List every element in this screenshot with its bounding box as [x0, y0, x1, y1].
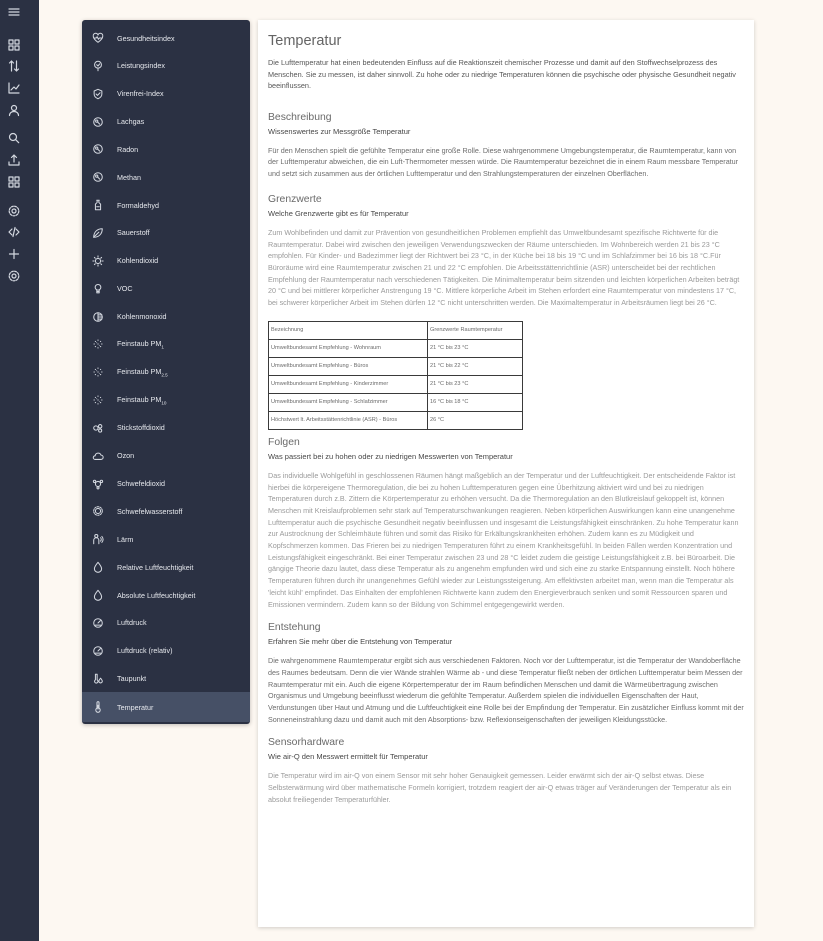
settings-icon[interactable]: [7, 204, 21, 218]
menu-item-label: [117, 563, 193, 572]
menu-item-text: Absolute Luftfeuchtigkeit: [117, 590, 196, 600]
menu-item-label: [117, 618, 147, 627]
menu-item-subscript: 1: [161, 344, 164, 350]
section-body-grenzwerte: Zum Wohlbefinden und damit zur Prävention von gesundheitlichen Problemen empfiehlt das Umweltbundesamt spezifische Richtwerte für die Raumtemperatur. Dabei wird zwischen den jeweiligen Verwendungszwecken der Räume unterschieden. Im Wohnbereich werden 21 bis 23 °C empfohlen. Für Kinder- und Badezimmer liegt der Richtwert bei 23 °C, in der Küche bei 18 bis 19 °C und im Schlafzimmer bei 16 bis 18 °C.Für Büroräume wird eine Raumtemperatur zwischen 21 und 22 °C empfohlen. Die Arbeitsstättenrichtlinie (ASR) unterscheidet bei der rechtlichen Empfehlung der Raumtemperatur nach verschiedenen Tätigkeiten. Die Minimaltemperatur beim sitzenden und leichten körperlichen Arbeiten beträgt 20 °C und bei mittlerer körperlicher Anstrengung 19 °C. Mittlere körperliche Arbeit im Stehen erfordert eine Raumtemperatur von mindestens 17 °C, bei schwerer körperlicher Arbeit im Stehen dürfen 12 °C nicht unterschritten werden. Die Maximaltemperatur in Arbeitsräumen liegt bei 26 °C.: [268, 227, 740, 308]
menu-item-radon[interactable]: [82, 135, 250, 163]
limits-table: [268, 321, 523, 430]
droplet-icon: [92, 589, 104, 601]
menu-item-text: Sauerstoff: [117, 228, 150, 238]
menu-item-text: Formaldehyd: [117, 200, 159, 210]
menu-item-voc[interactable]: [82, 275, 250, 303]
menu-item-relative-luftfeuchtigkeit[interactable]: [82, 553, 250, 581]
menu-item-subscript: 10: [161, 400, 167, 406]
menu-item-text: Ozon: [117, 451, 135, 461]
table-row: [269, 357, 523, 375]
menu-item-label: [117, 312, 167, 321]
table-cell: Umweltbundesamt Empfehlung - Schlafzimmer: [269, 393, 428, 411]
menu-item-label: [117, 201, 159, 210]
gear-icon[interactable]: [7, 269, 21, 283]
menu-item-schwefelwasserstoff[interactable]: [82, 497, 250, 525]
bulb-icon: [92, 283, 104, 295]
section-subheading-entstehung: Erfahren Sie mehr über die Entstehung von Temperatur: [268, 637, 453, 647]
menu-item-gesundheitsindex[interactable]: [82, 24, 250, 52]
menu-item-schwefeldioxid[interactable]: [82, 470, 250, 498]
code-icon[interactable]: [7, 225, 21, 239]
table-row: [269, 411, 523, 429]
menu-item-label: [117, 173, 141, 182]
menu-item-text: Gesundheitsindex: [117, 33, 175, 43]
menu-item-text: Schwefelwasserstoff: [117, 506, 183, 516]
section-subheading-folgen: Was passiert bei zu hohen oder zu niedrigen Messwerten von Temperatur: [268, 451, 513, 461]
section-body-entstehung: Die wahrgenommene Raumtemperatur ergibt sich aus verschiedenen Faktoren. Noch vor der Lufttemperatur, ist die Temperatur der Wandoberfläche des Raumes bedeutsam. Denn die vier Wände strahlen Wärme ab - und diese Temperatur fließt neben der örtlichen Lufttemperatur beim Messen der Raumtemperatur mit ein. Auch die eigene Körpertemperatur der im Raum befindlichen Menschen und damit die Wärmeübertragung zwischen Organismus und Umgebung beeinflusst wiederum die gefühlte Temperatur. Außerdem spielen die individuellen Eigenschaften der Haut, Verdunstungen über Haut und Atmung und die Luftfeuchtigkeit eine Rolle bei der Empfindung der Temperatur. Ein zusätzlicher Einfluss kommt mit der Sonneneinstrahlung dazu und damit auch mit den Absorptions- bzw. Reflexionseigenschaften der jeweiligen Kleidungsstücke.: [268, 656, 744, 724]
cloud-icon: [92, 450, 104, 462]
performance-icon: [92, 60, 104, 72]
menu-item-sauerstoff[interactable]: [82, 219, 250, 247]
menu-item-kohlendioxid[interactable]: [82, 247, 250, 275]
icon-rail: [0, 0, 39, 941]
menu-item-label: [117, 535, 133, 544]
menu-item-text: Radon: [117, 144, 139, 154]
menu-item-text: Methan: [117, 172, 141, 182]
dots-icon: [92, 394, 104, 406]
menu-item-label: [117, 117, 144, 126]
menu-item-label: [117, 34, 175, 43]
menu-item-text: Kohlenmonoxid: [117, 312, 167, 321]
menu-item-label: [117, 284, 133, 293]
dots-icon: [92, 366, 104, 378]
table-cell: Umweltbundesamt Empfehlung - Wohnraum: [269, 339, 428, 357]
menu-item-ozon[interactable]: [82, 442, 250, 470]
sulfur-icon: [92, 478, 104, 490]
table-cell: 16 °C bis 18 °C: [428, 393, 523, 411]
dots-icon: [92, 338, 104, 350]
half-circle-icon: [92, 311, 104, 323]
upload-icon[interactable]: [7, 153, 21, 167]
table-row: [269, 393, 523, 411]
table-row: [269, 339, 523, 357]
menu-item-taupunkt[interactable]: [82, 665, 250, 693]
search-icon[interactable]: [7, 131, 21, 145]
section-heading-beschreibung: Beschreibung: [268, 111, 332, 123]
menu-item-text: Luftdruck (relativ): [117, 646, 173, 656]
chart-icon[interactable]: [7, 81, 21, 95]
molecule-icon: [92, 143, 104, 155]
section-body-beschreibung: Für den Menschen spielt die gefühlte Temperatur eine große Rolle. Diese wahrgenommene Umgebungstemperatur, die Raumtemperatur, kann von der Lufttemperatur abweichen, die ein Luft-Thermometer messen würde. Die Raumtemperatur bezeichnet die in einem Raum messbare Temperatur und setzt sich zusammen aus der örtlichen Lufttemperatur und den Strahlungstemperaturen der einzelnen Oberflächen.: [268, 145, 739, 179]
menu-item-label: [117, 646, 173, 655]
menu-item-text: VOC: [117, 284, 133, 294]
menu-item-label: [117, 423, 165, 432]
menu-item-text: Luftdruck: [117, 618, 147, 628]
menu-item-text: Lachgas: [117, 117, 145, 127]
table-header-row: [269, 321, 523, 339]
dewpoint-icon: [92, 673, 104, 685]
menu-item-formaldehyd[interactable]: [82, 191, 250, 219]
section-subheading-beschreibung: Wissenswertes zur Messgröße Temperatur: [268, 126, 411, 136]
menu-item-feinstaub-pm-10[interactable]: [82, 386, 250, 414]
leaf-icon: [92, 227, 104, 239]
menu-item-stickstoffdioxid[interactable]: [82, 414, 250, 442]
section-heading-folgen: Folgen: [268, 436, 300, 448]
user-icon[interactable]: [7, 103, 21, 117]
gear-molecule-icon: [92, 505, 104, 517]
heart-pulse-icon: [92, 32, 104, 44]
menu-item-feinstaub-pm-25[interactable]: [82, 358, 250, 386]
menu-item-virenfrei-index[interactable]: [82, 80, 250, 108]
menu-item-absolute-luftfeuchtigkeit[interactable]: [82, 581, 250, 609]
menu-item-text: Kohlendioxid: [117, 256, 159, 266]
droplet-icon: [92, 561, 104, 573]
menu-item-text: Relative Luftfeuchtigkeit: [117, 562, 194, 572]
bottle-icon: [92, 199, 104, 211]
molecule-icon: [92, 171, 104, 183]
content-card: [258, 20, 754, 927]
add-icon[interactable]: [7, 247, 21, 261]
thermometer-icon: [92, 701, 104, 713]
menu-item-label: [117, 451, 134, 460]
nitrogen-icon: [92, 422, 104, 434]
menu-item-label: [117, 228, 150, 237]
table-row: [269, 375, 523, 393]
menu-item-label: [117, 674, 146, 683]
section-heading-sensorhardware: Sensorhardware: [268, 737, 345, 749]
menu-item-text: Virenfrei-Index: [117, 89, 164, 99]
menu-item-luftdruck[interactable]: [82, 609, 250, 637]
measurement-menu: [82, 20, 250, 724]
shield-check-icon: [92, 88, 104, 100]
molecule-icon: [92, 116, 104, 128]
table-cell: Umweltbundesamt Empfehlung - Kinderzimmer: [269, 375, 428, 393]
section-subheading-grenzwerte: Welche Grenzwerte gibt es für Temperatur: [268, 208, 409, 218]
menu-item-text: Stickstoffdioxid: [117, 423, 165, 433]
table-cell: 21 °C bis 23 °C: [428, 375, 523, 393]
menu-item-text: Feinstaub PM: [117, 339, 162, 349]
menu-item-text: Temperatur: [117, 702, 154, 712]
table-cell: Umweltbundesamt Empfehlung - Büros: [269, 357, 428, 375]
gauge-icon: [92, 645, 104, 657]
section-body-folgen: Das individuelle Wohlgefühl in geschlossenen Räumen hängt maßgeblich an der Temperatur und der Luftfeuchtigkeit. Der entscheidende Faktor ist hierbei die körpereigene Thermoregulation, die bei zu hohen Lufttemperaturen gegen eine Überhitzung aktiviert wird und bei zu niedrigen Temperaturen durch z.B. Zittern die Körpertemperatur zu erhöhen versucht. Da die Thermoregulation an den Blutkreislauf gekoppelt ist, können Menschen mit Kreislaufproblemen sehr stark auf Temperaturschwankungen reagieren. Neben körperlichen Auswirkungen kann eine unangenehme Lufttemperatur auch die psychische Gesundheit negativ beeinflussen und insgesamt die Leistungsfähigkeit einschränken. Zu hohe Temperatur kann zur Austrocknung der Schleimhäute führen und somit das Risiko für Erkältungskrankheiten erhöhen. Zudem kann es zu Müdigkeit und Kopfschmerzen kommen. Das Frieren bei zu niedrigen Temperaturen führt zu einem Krankheitsgefühl. In beiden Fällen werden Konzentration und Leistungsfähigkeit eingeschränkt. Bei einer Temperatur zwischen 23 und 28 °C leidet zudem die geistige Leistungsfähigkeit z.B. bei Büroarbeit. Die gängige Theorie dazu lautet, dass diese Temperatur als zu angenehm empfunden wird und sich eine zu starke Entspannung einstellt. Noch höhere Temperaturen führen durch ihr unangenehmes Gefühl wieder zur Leistungssteigerung. Am effektivsten arbeitet man, wenn man die Temperatur als 'leicht kühl' empfindet. Das Einhalten der empfohlenen Richtwerte kann zudem den Energieverbrauch senken und somit Ressourcen sparen und Emissionen vermindern. Zudem kann so der Bildung von Schimmel entgegengewirkt werden.: [268, 470, 739, 609]
page-title: Temperatur: [268, 33, 342, 49]
menu-item-text: Feinstaub PM: [117, 366, 162, 376]
gauge-icon: [92, 617, 104, 629]
table-cell: Höchstwert lt. Arbeitsstättenrichtlinie (ASR) - Büros: [269, 411, 428, 429]
menu-item-label: [117, 507, 182, 516]
section-subheading-sensorhardware: Wie air-Q den Messwert ermittelt für Temperatur: [268, 752, 428, 762]
menu-item-label: [117, 591, 195, 600]
sort-icon[interactable]: [7, 59, 21, 73]
intro-text: Die Lufttemperatur hat einen bedeutenden Einfluss auf die Reaktionszeit chemischer Prozesse und damit auf den Stoffwechselprozess des Menschen. Sie zu messen, ist daher sinnvoll. Zu hohe oder zu niedrige Temperaturen können die psychische oder physische Gesundheit negativ beeinflussen.: [268, 58, 736, 91]
menu-item-label: [117, 145, 138, 154]
menu-item-luftdruck-relativ[interactable]: [82, 637, 250, 665]
table-cell: 26 °C: [428, 411, 523, 429]
menu-item-methan[interactable]: [82, 163, 250, 191]
menu-item-label: [117, 89, 164, 98]
table-cell: 21 °C bis 23 °C: [428, 339, 523, 357]
menu-item-text: Schwefeldioxid: [117, 479, 165, 489]
section-heading-entstehung: Entstehung: [268, 622, 321, 634]
apps-icon[interactable]: [7, 175, 21, 189]
section-body-sensorhardware: Die Temperatur wird im air-Q von einem Sensor mit sehr hoher Genauigkeit gemessen. Leider erwärmt sich der air-Q selbst etwas. Diese Selbsterwärmung wird über mathematische Formeln korrigiert, trotzdem reagiert der air-Q etwas träger auf Veränderungen der Temperatur als ein absolut freiliegender Temperaturfühler.: [268, 771, 732, 804]
menu-item-text: Lärm: [117, 534, 134, 544]
menu-item-temperatur[interactable]: [82, 692, 250, 722]
menu-item-label: [117, 367, 168, 377]
section-heading-grenzwerte: Grenzwerte: [268, 193, 322, 205]
menu-item-kohlenmonoxid[interactable]: [82, 303, 250, 331]
person-noise-icon: [92, 533, 104, 545]
menu-item-lachgas[interactable]: [82, 108, 250, 136]
menu-item-subscript: 2.5: [161, 372, 168, 378]
menu-item-text: Feinstaub PM: [117, 394, 162, 404]
sun-icon: [92, 255, 104, 267]
menu-item-text: Leistungsindex: [117, 61, 165, 71]
dashboard-icon[interactable]: [7, 38, 21, 52]
table-cell: 21 °C bis 22 °C: [428, 357, 523, 375]
table-header-cell: Bezeichnung: [269, 321, 428, 339]
menu-item-label: [117, 703, 153, 712]
menu-item-label: [117, 339, 164, 349]
menu-item-text: Taupunkt: [117, 674, 147, 684]
menu-item-label: [117, 61, 165, 70]
table-header-cell: Grenzwerte Raumtemperatur: [428, 321, 523, 339]
menu-item-label: [117, 395, 166, 405]
menu-item-leistungsindex[interactable]: [82, 52, 250, 80]
hamburger-icon[interactable]: [7, 5, 21, 19]
menu-item-feinstaub-pm-1[interactable]: [82, 330, 250, 358]
menu-item-label: [117, 256, 158, 265]
menu-item-lärm[interactable]: [82, 525, 250, 553]
menu-item-label: [117, 479, 165, 488]
